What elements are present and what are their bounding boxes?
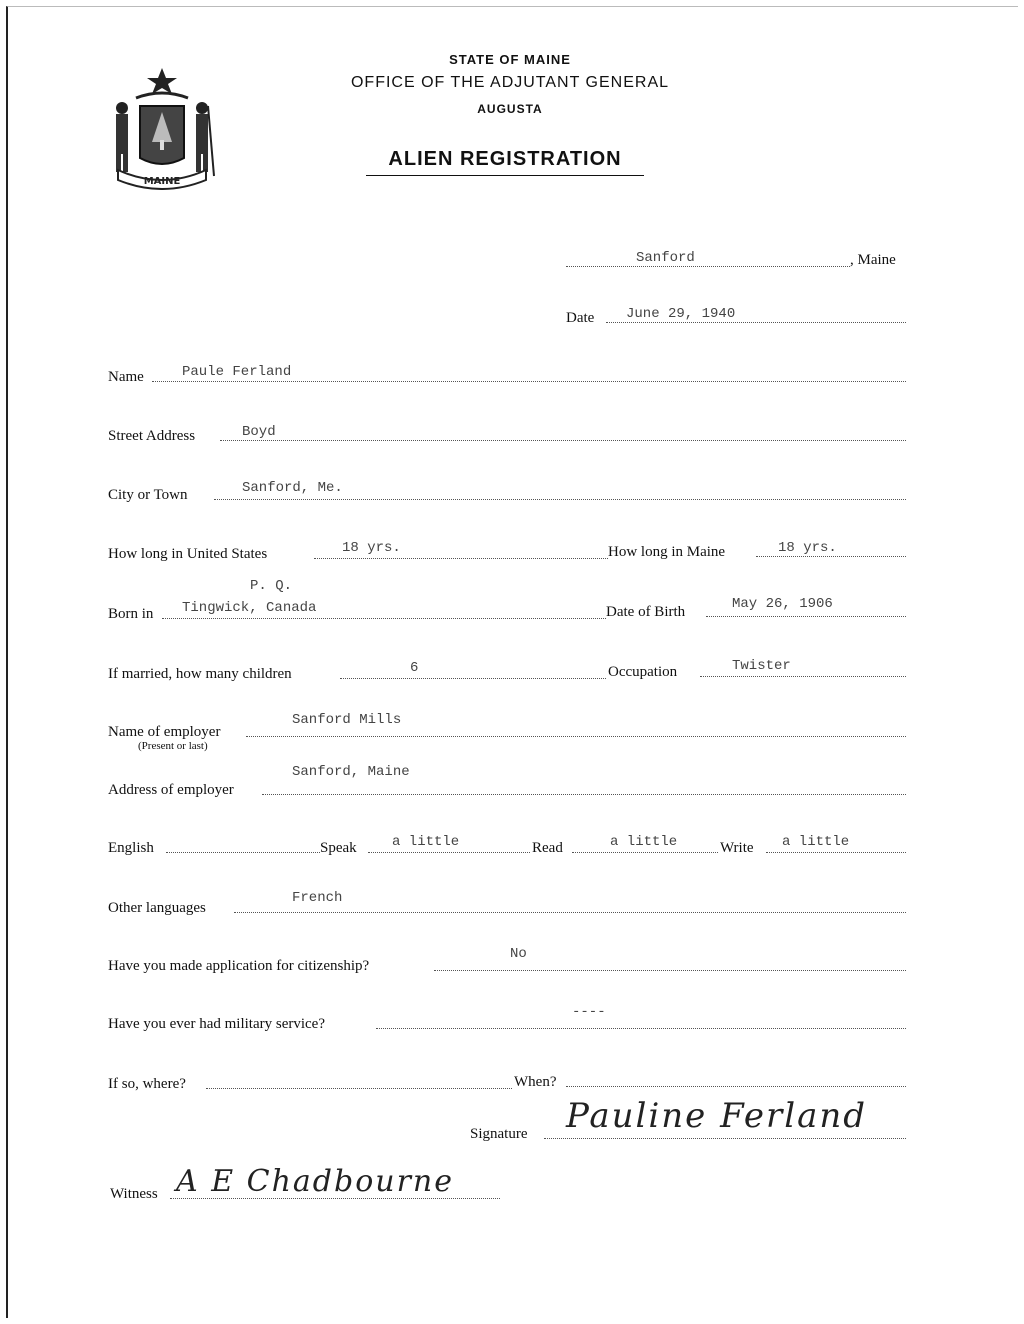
how-long-maine-label: How long in Maine bbox=[608, 544, 726, 560]
write-dots bbox=[766, 852, 906, 853]
header-city: AUGUSTA bbox=[477, 102, 543, 116]
speak-label: Speak bbox=[320, 840, 357, 856]
town-dots bbox=[566, 266, 850, 267]
military-value: ---- bbox=[572, 1004, 606, 1020]
military-dots bbox=[376, 1028, 906, 1029]
other-languages-label: Other languages bbox=[108, 900, 206, 916]
speak-dots bbox=[368, 852, 530, 853]
speak-value: a little bbox=[392, 834, 460, 850]
employer-name-dots bbox=[246, 736, 906, 737]
name-dots bbox=[152, 381, 906, 382]
city-town-dots bbox=[214, 499, 906, 500]
if-so-where-label: If so, where? bbox=[108, 1076, 186, 1092]
date-value: June 29, 1940 bbox=[626, 306, 736, 322]
read-value: a little bbox=[610, 834, 678, 850]
seal-text: MAINE bbox=[143, 176, 181, 187]
if-so-where-dots bbox=[206, 1088, 512, 1089]
employer-address-dots bbox=[262, 794, 906, 795]
signature-value: Pauline Ferland bbox=[566, 1096, 868, 1136]
name-value: Paule Ferland bbox=[182, 364, 292, 380]
date-of-birth-dots bbox=[706, 616, 906, 617]
header-office: OFFICE OF THE ADJUTANT GENERAL bbox=[350, 74, 670, 91]
children-label: If married, how many children bbox=[108, 666, 292, 682]
children-dots bbox=[340, 678, 606, 679]
witness-value: A E Chadbourne bbox=[176, 1164, 455, 1199]
street-dots bbox=[220, 440, 906, 441]
occupation-value: Twister bbox=[732, 658, 791, 674]
date-dots bbox=[606, 322, 906, 323]
other-languages-dots bbox=[234, 912, 906, 913]
city-town-value: Sanford, Me. bbox=[242, 480, 343, 496]
state-seal-icon bbox=[106, 66, 218, 190]
employer-name-value: Sanford Mills bbox=[292, 712, 402, 728]
date-of-birth-value: May 26, 1906 bbox=[732, 596, 833, 612]
how-long-maine-dots bbox=[756, 556, 906, 557]
witness-label: Witness bbox=[110, 1186, 158, 1202]
town-value: Sanford bbox=[636, 250, 695, 266]
write-value: a little bbox=[782, 834, 850, 850]
how-long-us-dots bbox=[314, 558, 608, 559]
street-value: Boyd bbox=[242, 424, 276, 440]
occupation-label: Occupation bbox=[608, 664, 678, 680]
form-title: ALIEN REGISTRATION bbox=[388, 148, 622, 170]
other-languages-value: French bbox=[292, 890, 343, 906]
born-in-dots bbox=[162, 618, 606, 619]
signature-label: Signature bbox=[470, 1126, 528, 1142]
employer-name-label: Name of employer bbox=[108, 724, 221, 740]
children-value: 6 bbox=[410, 660, 419, 676]
military-label: Have you ever had military service? bbox=[108, 1016, 325, 1032]
date-label: Date bbox=[566, 310, 595, 326]
when-label: When? bbox=[514, 1074, 557, 1090]
english-dots bbox=[166, 852, 320, 853]
how-long-maine-value: 18 yrs. bbox=[778, 540, 837, 556]
street-label: Street Address bbox=[108, 428, 196, 444]
date-of-birth-label: Date of Birth bbox=[606, 604, 686, 620]
header-state: STATE OF MAINE bbox=[449, 52, 571, 67]
citizenship-label: Have you made application for citizenship? bbox=[108, 958, 370, 974]
maine-label: , Maine bbox=[850, 252, 896, 268]
write-label: Write bbox=[720, 840, 754, 856]
signature-dots bbox=[544, 1138, 906, 1139]
when-dots bbox=[566, 1086, 906, 1087]
citizenship-dots bbox=[434, 970, 906, 971]
occupation-dots bbox=[700, 676, 906, 677]
employer-address-label: Address of employer bbox=[108, 782, 234, 798]
born-in-value: Tingwick, Canada bbox=[182, 600, 317, 616]
read-label: Read bbox=[532, 840, 563, 856]
english-label: English bbox=[108, 840, 154, 856]
born-in-label: Born in bbox=[108, 606, 154, 622]
how-long-us-label: How long in United States bbox=[108, 546, 268, 562]
city-town-label: City or Town bbox=[108, 487, 188, 503]
name-label: Name bbox=[108, 369, 144, 385]
employer-note-label: (Present or last) bbox=[138, 740, 208, 752]
citizenship-value: No bbox=[510, 946, 527, 962]
born-province-value: P. Q. bbox=[250, 578, 293, 594]
how-long-us-value: 18 yrs. bbox=[342, 540, 401, 556]
read-dots bbox=[572, 852, 718, 853]
title-underline bbox=[366, 175, 644, 176]
employer-address-value: Sanford, Maine bbox=[292, 764, 410, 780]
